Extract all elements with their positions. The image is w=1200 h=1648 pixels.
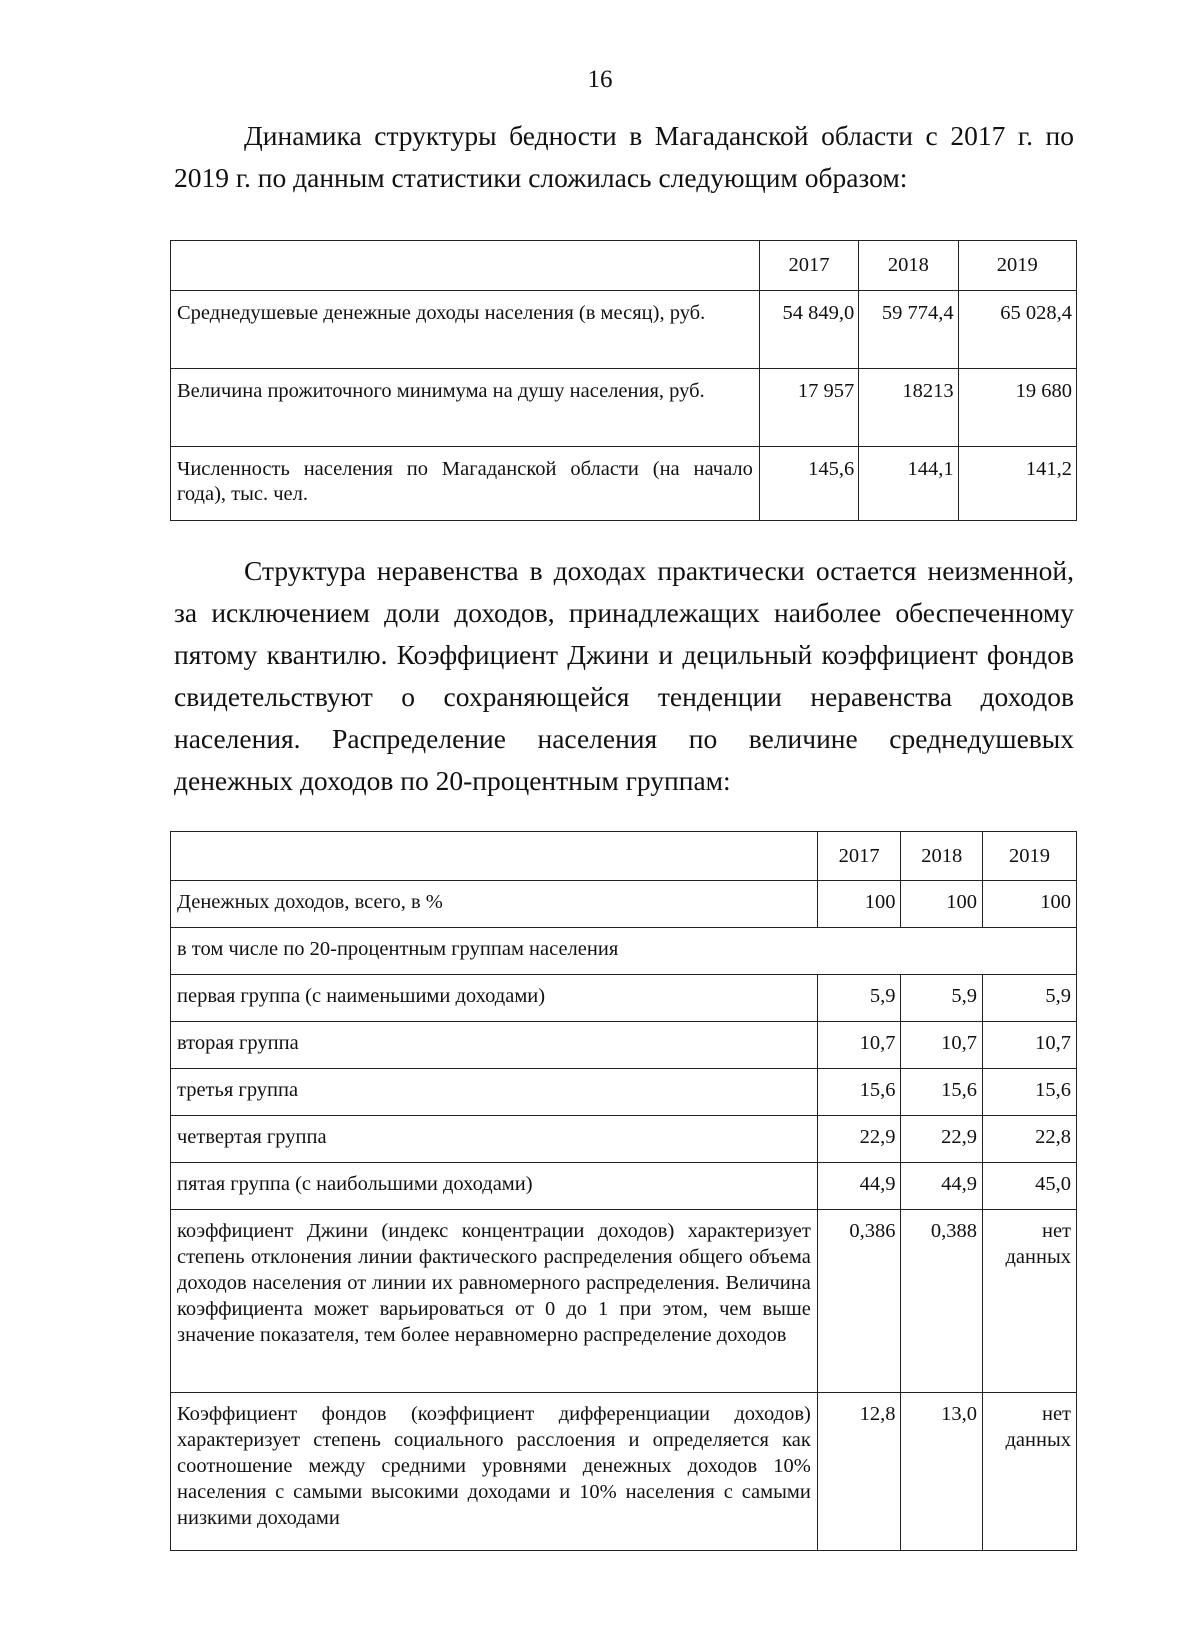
row-label: коэффициент Джини (индекс концентрации доходов) характеризует степень отклонения линии фактического распределения общего объема доходов населения от линии их равномерного распределения. Величина коэффициента может варьироваться от 0 до 1 при этом, чем выше значение показателя, тем более неравномерно распределение доходов (171, 1210, 818, 1393)
value-2017: 10,7 (817, 1022, 901, 1069)
table-subheader-row (171, 928, 1077, 975)
table-row-total (171, 881, 1077, 928)
row-label: Численность населения по Магаданской области (на начало года), тыс. чел. (171, 447, 760, 521)
table-row (171, 975, 1077, 1022)
income-distribution-table (170, 831, 1077, 1551)
value-2018: 22,9 (901, 1116, 983, 1163)
value-2018: 0,388 (901, 1210, 983, 1393)
value-2017: 145,6 (759, 447, 858, 521)
row-label: вторая группа (171, 1022, 818, 1069)
value-2017: 22,9 (817, 1116, 901, 1163)
table-row-gini (171, 1210, 1077, 1393)
value-2017: 17 957 (759, 369, 858, 447)
intro-paragraph-2-text: Структура неравенства в доходах практически остается неизменной, за исключением доли доходов, принадлежащих наиболее обеспеченному пятому квантилю. Коэффициент Джини и децильный коэффициент фондов свидетельствуют о сохраняющейся тенденции неравенства доходов населения. Распределение населения по величине среднедушевых денежных доходов по 20-процентным группам: (174, 555, 1074, 796)
row-label: Среднедушевые денежные доходы населения (в месяц), руб. (171, 291, 760, 369)
poverty-structure-table (170, 240, 1077, 521)
value-2018: 5,9 (901, 975, 983, 1022)
subheader-label: в том числе по 20-процентным группам населения (171, 928, 1077, 975)
header-2019: 2019 (982, 832, 1076, 881)
value-2019: нет данных (982, 1393, 1076, 1551)
row-label: пятая группа (с наибольшими доходами) (171, 1163, 818, 1210)
page-number: 16 (587, 66, 613, 93)
table-row (171, 447, 1077, 521)
value-2019: 100 (982, 881, 1076, 928)
row-label: четвертая группа (171, 1116, 818, 1163)
value-2019: 15,6 (982, 1069, 1076, 1116)
intro-paragraph-1 (174, 115, 1074, 199)
table-row-funds (171, 1393, 1077, 1551)
value-2019: 10,7 (982, 1022, 1076, 1069)
value-2019: 45,0 (982, 1163, 1076, 1210)
value-2017: 44,9 (817, 1163, 901, 1210)
value-2019: нет данных (982, 1210, 1076, 1393)
intro-paragraph-2 (174, 550, 1074, 802)
value-2018: 144,1 (859, 447, 958, 521)
value-2017: 12,8 (817, 1393, 901, 1551)
row-label: первая группа (с наименьшими доходами) (171, 975, 818, 1022)
value-2018: 18213 (859, 369, 958, 447)
value-2019: 19 680 (958, 369, 1076, 447)
table-row (171, 1163, 1077, 1210)
value-2018: 59 774,4 (859, 291, 958, 369)
value-2018: 100 (901, 881, 983, 928)
value-2019: 5,9 (982, 975, 1076, 1022)
value-2017: 0,386 (817, 1210, 901, 1393)
row-label: Денежных доходов, всего, в % (171, 881, 818, 928)
header-empty-cell (171, 832, 818, 881)
row-label: Величина прожиточного минимума на душу населения, руб. (171, 369, 760, 447)
value-2018: 13,0 (901, 1393, 983, 1551)
table-row (171, 1116, 1077, 1163)
header-2018: 2018 (901, 832, 983, 881)
table-row (171, 291, 1077, 369)
table-header-row (171, 832, 1077, 881)
table-row (171, 369, 1077, 447)
row-label: третья группа (171, 1069, 818, 1116)
table-row (171, 1069, 1077, 1116)
value-2018: 10,7 (901, 1022, 983, 1069)
value-2017: 5,9 (817, 975, 901, 1022)
value-2017: 100 (817, 881, 901, 928)
header-2019: 2019 (958, 241, 1076, 291)
value-2018: 15,6 (901, 1069, 983, 1116)
value-2017: 15,6 (817, 1069, 901, 1116)
header-2018: 2018 (859, 241, 958, 291)
value-2018: 44,9 (901, 1163, 983, 1210)
value-2019: 65 028,4 (958, 291, 1076, 369)
value-2017: 54 849,0 (759, 291, 858, 369)
value-2019: 22,8 (982, 1116, 1076, 1163)
value-2019: 141,2 (958, 447, 1076, 521)
header-empty-cell (171, 241, 760, 291)
intro-paragraph-1-text: Динамика структуры бедности в Магаданской области с 2017 г. по 2019 г. по данным статистики сложилась следующим образом: (174, 120, 1074, 193)
table-header-row (171, 241, 1077, 291)
table-row (171, 1022, 1077, 1069)
header-2017: 2017 (817, 832, 901, 881)
row-label: Коэффициент фондов (коэффициент дифференциации доходов) характеризует степень социального расслоения и определяется как соотношение между средними уровнями денежных доходов 10% населения с самыми высокими доходами и 10% населения с самыми низкими доходами (171, 1393, 818, 1551)
header-2017: 2017 (759, 241, 858, 291)
